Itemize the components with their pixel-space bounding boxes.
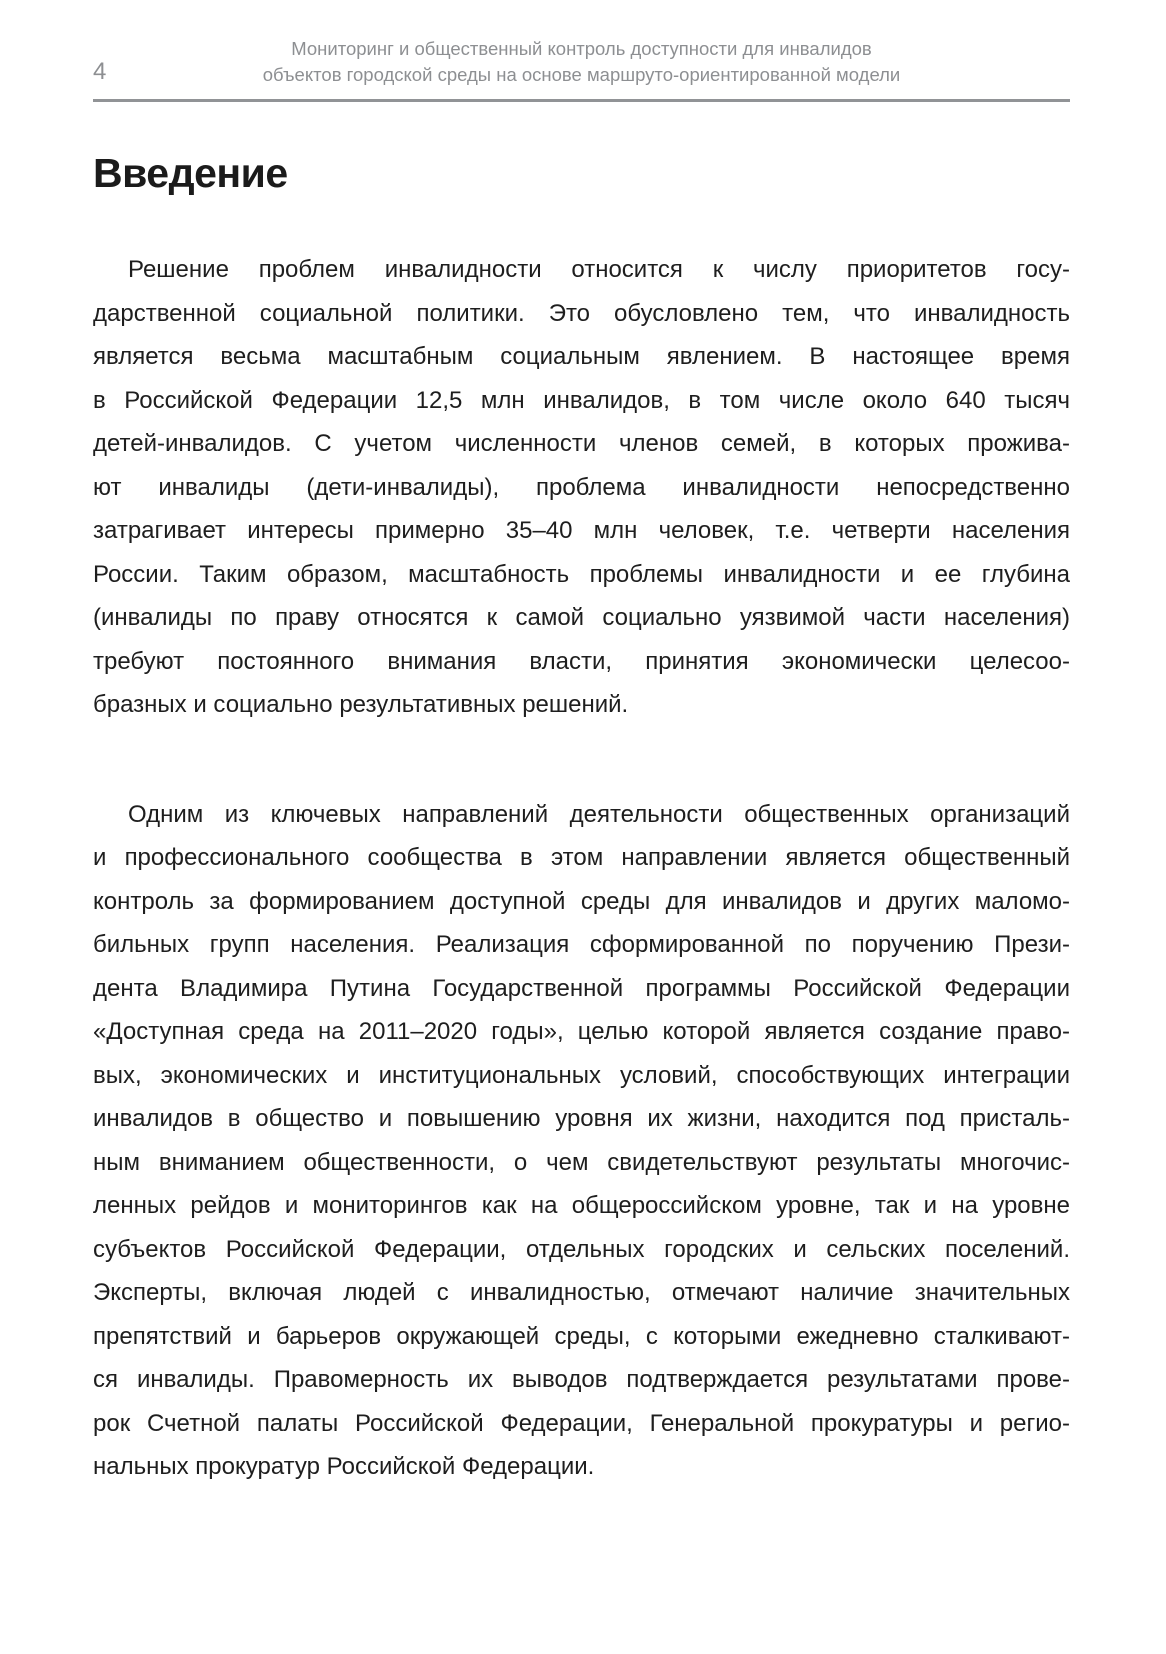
intro-paragraph-2 [93, 793, 1070, 1489]
content-column [93, 0, 1070, 1489]
text-line: затрагивает интересы примерно 35–40 млн человек, т.е. четверти населения [93, 517, 1070, 544]
intro-paragraph-1 [93, 248, 1070, 727]
text-line: и профессионального сообщества в этом направлении является общественный [93, 844, 1070, 871]
text-line: требуют постоянного внимания власти, принятия экономически целесоо- [93, 647, 1070, 675]
text-line: ным вниманием общественности, о чем свидетельствуют результаты многочис- [93, 1148, 1070, 1176]
running-title [93, 36, 1070, 88]
text-line: субъектов Российской Федерации, отдельных городских и сельских поселений. [93, 1235, 1070, 1263]
text-line: бильных групп населения. Реализация сформированной по поручению Прези- [93, 931, 1070, 958]
section-heading: Введение [93, 150, 288, 196]
text-line: Эксперты, включая людей с инвалидностью, отмечают наличие значительных [93, 1279, 1070, 1306]
text-line: Решение проблем инвалидности относится к числу приоритетов госу- [128, 256, 1070, 283]
page-number: 4 [93, 58, 107, 85]
text-line: детей-инвалидов. С учетом численности членов семей, в которых прожива- [93, 430, 1070, 457]
text-line: является весьма масштабным социальным явлением. В настоящее время [93, 343, 1070, 370]
page-header [93, 0, 1070, 102]
text-line: дента Владимира Путина Государственной программы Российской Федерации [93, 974, 1070, 1002]
text-line: препятствий и барьеров окружающей среды, с которыми ежедневно сталкивают- [93, 1322, 1070, 1350]
text-line: ся инвалиды. Правомерность их выводов подтверждается результатами прове- [93, 1366, 1070, 1393]
text-line: бразных и социально результативных решений. [93, 691, 629, 718]
text-line: ленных рейдов и мониторингов как на общероссийском уровне, так и на уровне [93, 1192, 1070, 1219]
text-line: «Доступная среда на 2011–2020 годы», целью которой является создание право- [93, 1018, 1070, 1045]
text-line: вых, экономических и институциональных условий, способствующих интеграции [93, 1061, 1070, 1089]
text-line: России. Таким образом, масштабность проблемы инвалидности и ее глубина [93, 560, 1070, 588]
text-line: Одним из ключевых направлений деятельности общественных организаций [128, 800, 1070, 828]
running-title-line-1: Мониторинг и общественный контроль доступности для инвалидов [291, 38, 872, 59]
header-divider [93, 99, 1070, 102]
text-line: рок Счетной палаты Российской Федерации, Генеральной прокуратуры и регио- [93, 1409, 1070, 1437]
text-line: контроль за формированием доступной среды для инвалидов и других маломо- [93, 887, 1070, 915]
text-line: (инвалиды по праву относятся к самой социально уязвимой части населения) [93, 604, 1070, 631]
text-line: в Российской Федерации 12,5 млн инвалидов, в том числе около 640 тысяч [93, 386, 1070, 414]
running-title-line-2: объектов городской среды на основе маршруто-ориентированной модели [262, 64, 901, 85]
text-line: инвалидов в общество и повышению уровня их жизни, находится под присталь- [93, 1105, 1070, 1132]
text-line: дарственной социальной политики. Это обусловлено тем, что инвалидность [93, 299, 1070, 327]
text-line: нальных прокуратур Российской Федерации. [93, 1453, 595, 1480]
text-line: ют инвалиды (дети-инвалиды), проблема инвалидности непосредственно [93, 473, 1070, 501]
